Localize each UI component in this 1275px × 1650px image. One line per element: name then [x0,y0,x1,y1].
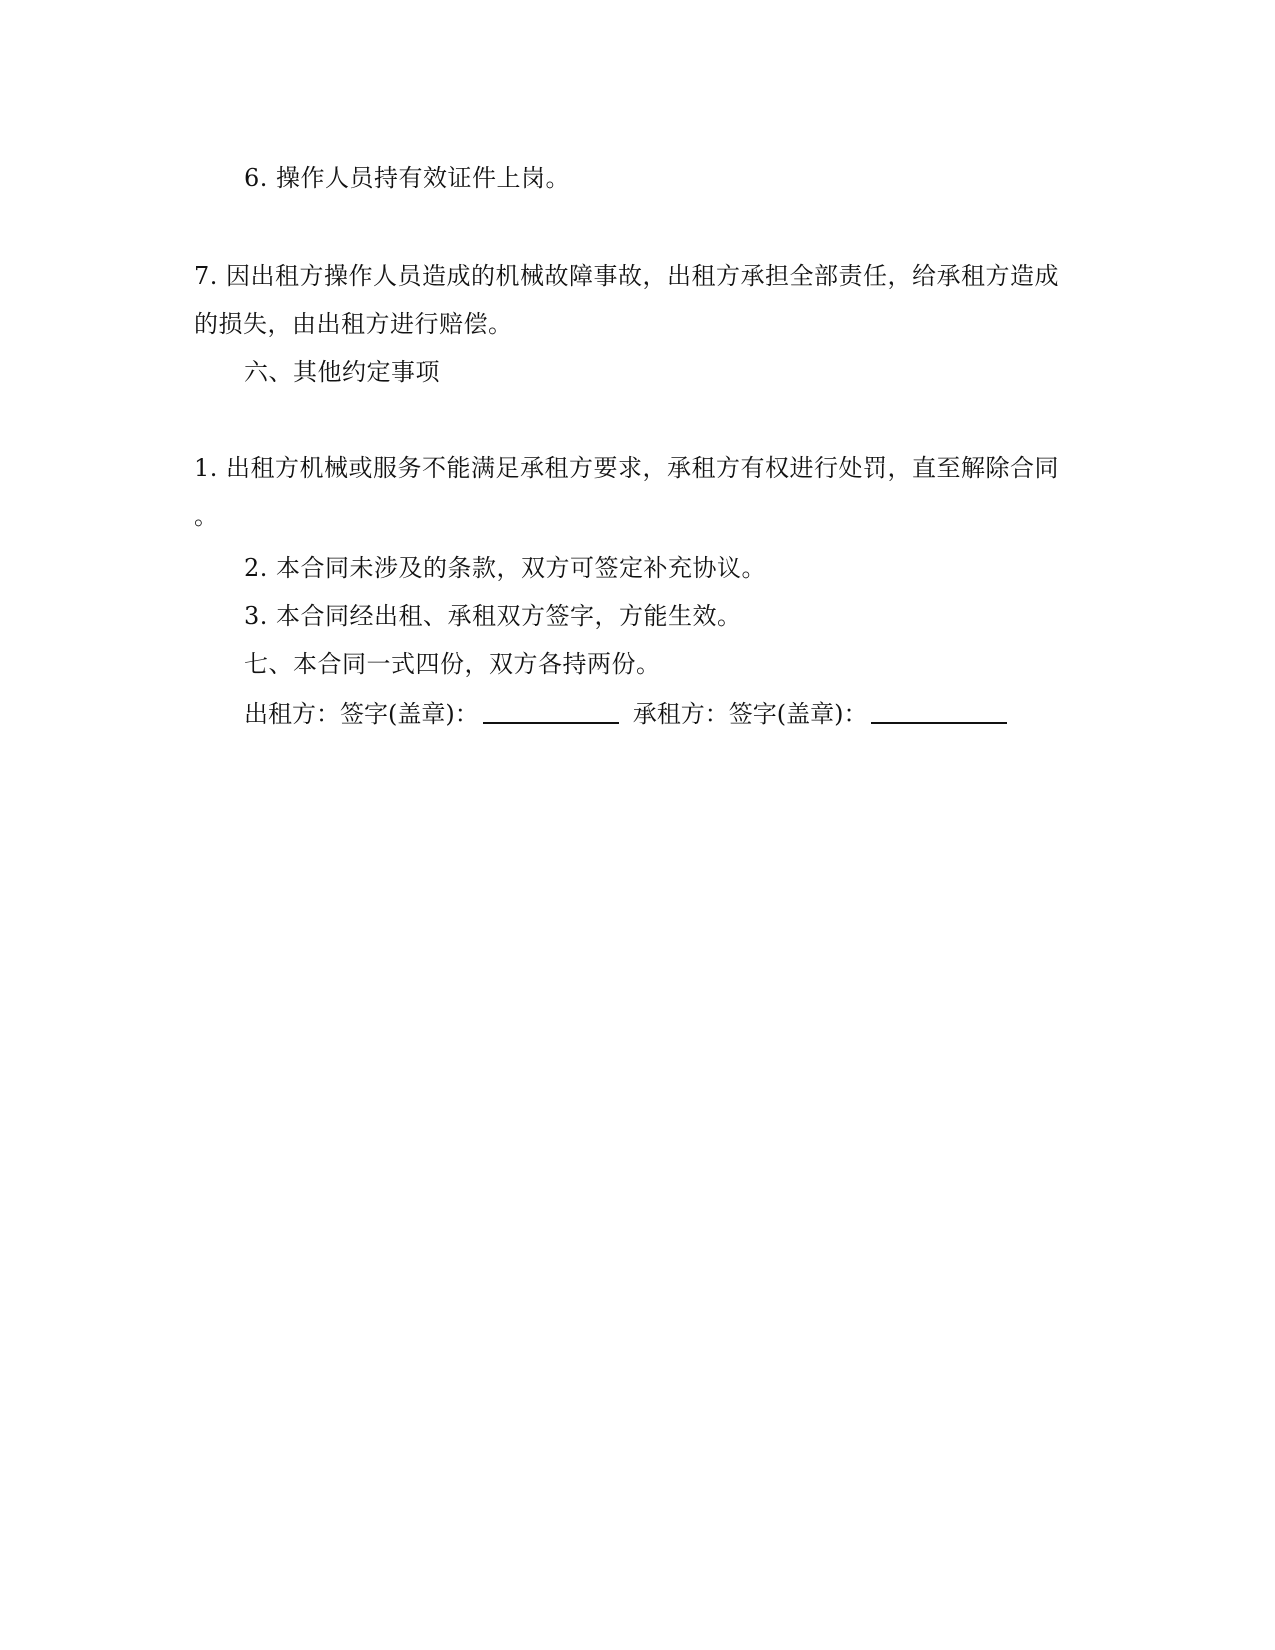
item-3-text: 3. 本合同经出租、承租双方签字，方能生效。 [244,602,742,630]
signature-row [244,698,1021,730]
section-6-heading: 六、其他约定事项 [244,358,440,386]
lessor-signature-blank [483,700,619,724]
clause-7-text-line1: 7. 因出租方操作人员造成的机械故障事故，出租方承担全部责任，给承租方造成 [194,262,1060,290]
clause-6-text: 6. 操作人员持有效证件上岗。 [244,164,571,192]
clause-7-text-line2: 的损失，由出租方进行赔偿。 [194,310,513,338]
item-1-text-line1: 1. 出租方机械或服务不能满足承租方要求，承租方有权进行处罚，直至解除合同 [194,454,1060,482]
lessee-signature-blank [871,700,1007,724]
lessor-signature-label: 出租方：签字(盖章)： [244,700,479,728]
item-1-text-line2: 。 [194,502,219,530]
section-7-text: 七、本合同一式四份，双方各持两份。 [244,650,661,678]
item-2-text: 2. 本合同未涉及的条款，双方可签定补充协议。 [244,554,767,582]
lessee-signature-label: 承租方：签字(盖章)： [632,700,868,728]
